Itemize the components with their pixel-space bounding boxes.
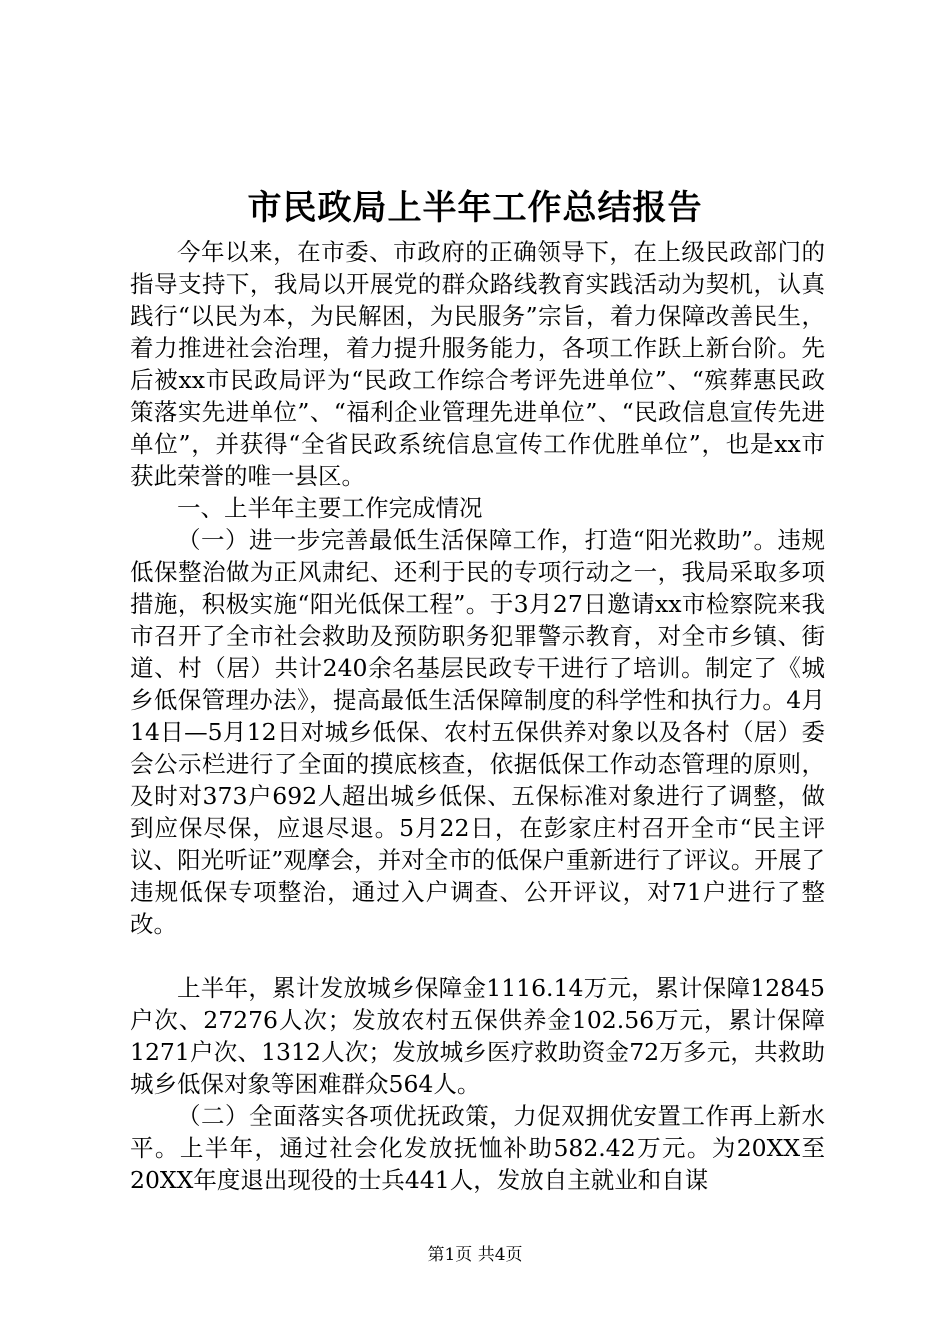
paragraph-section-1: （一）进一步完善最低生活保障工作，打造“阳光救助”。违规低保整治做为正风肃纪、还利于民的专项行动之一，我局采取多项措施，积极实施“阳光低保工程”。于3月27日邀请xx市检察院来我市召开了全市社会救助及预防职务犯罪警示教育，对全市乡镇、街道、村（居）共计240余名基层民政专干进行了培训。制定了《城乡低保管理办法》，提高最低生活保障制度的科学性和执行力。4月14日—5月12日对城乡低保、农村五保供养对象以及各村（居）委会公示栏进行了全面的摸底核查，依据低保工作动态管理的原则，及时对373户692人超出城乡低保、五保标准对象进行了调整，做到应保尽保，应退尽退。5月22日，在彭家庄村召开全市“民主评议、阳光听证”观摩会，并对全市的低保户重新进行了评议。开展了违规低保专项整治，通过入户调查、公开评议，对71户进行了整改。 <box>130 526 825 938</box>
paragraph-section-2: （二）全面落实各项优抚政策，力促双拥优安置工作再上新水平。上半年，通过社会化发放抚恤补助582.42万元。为20XX至20XX年度退出现役的士兵441人，发放自主就业和自谋 <box>130 1102 825 1194</box>
page-footer: 第1页 共4页 <box>427 1245 523 1265</box>
paragraph-statistics: 上半年，累计发放城乡保障金1116.14万元，累计保障12845户次、27276人次；发放农村五保供养金102.56万元，累计保障1271户次、1312人次；发放城乡医疗救助资金72万多元，共救助城乡低保对象等困难群众564人。 <box>130 974 825 1098</box>
paragraph-intro: 今年以来，在市委、市政府的正确领导下，在上级民政部门的指导支持下，我局以开展党的群众路线教育实践活动为契机，认真践行“以民为本，为民解困，为民服务”宗旨，着力保障改善民生，着力推进社会治理，着力提升服务能力，各项工作跃上新台阶。先后被xx市民政局评为“民政工作综合考评先进单位”、“殡葬惠民政策落实先进单位”、“福利企业管理先进单位”、“民政信息宣传先进单位”，并获得“全省民政系统信息宣传工作优胜单位”，也是xx市获此荣誉的唯一县区。 <box>130 238 825 490</box>
document-title: 市民政局上半年工作总结报告 <box>247 188 703 228</box>
document-body <box>130 236 825 1196</box>
section-heading: 一、上半年主要工作完成情况 <box>177 494 483 522</box>
